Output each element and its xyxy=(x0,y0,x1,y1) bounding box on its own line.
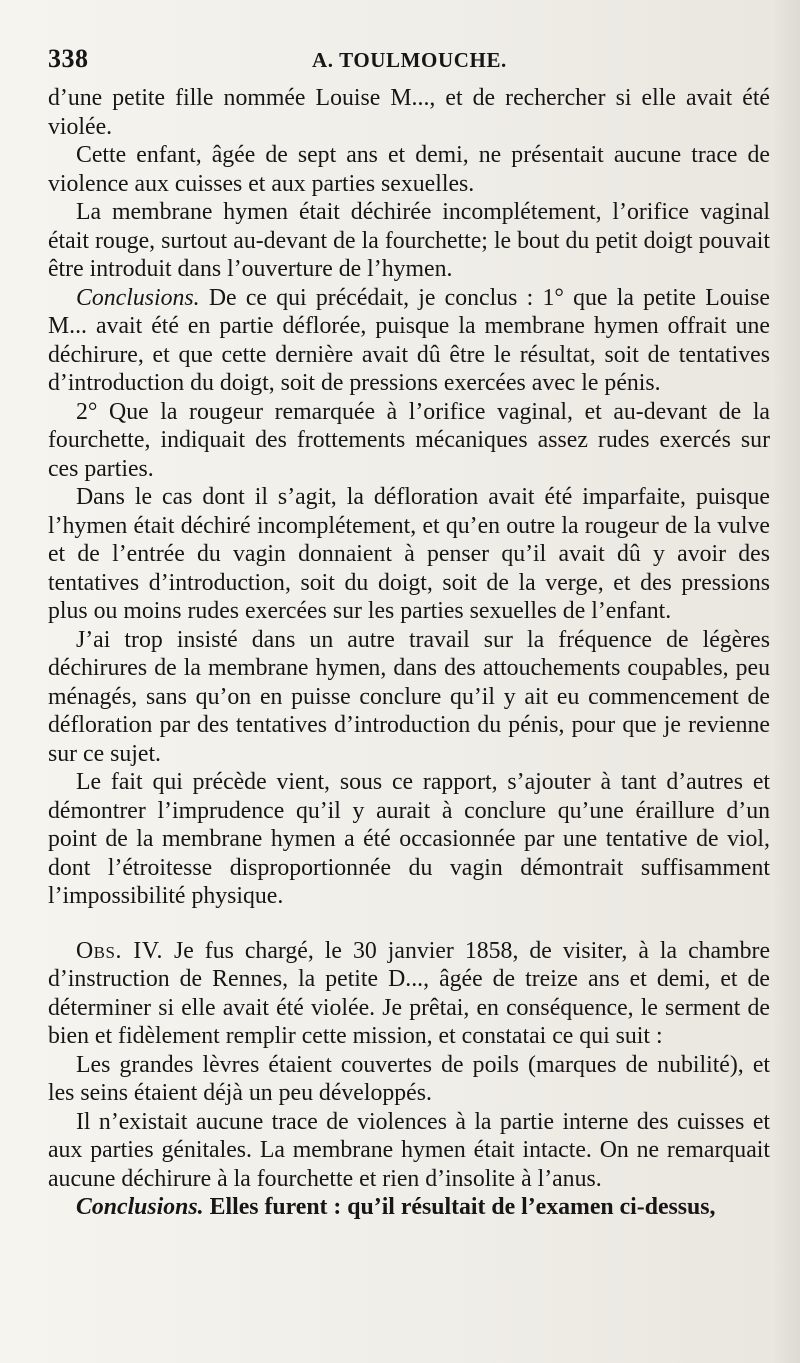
conclusions-label-2: Conclusions. xyxy=(76,1194,204,1220)
page-edge-shadow xyxy=(772,0,800,1363)
paragraph-8: Le fait qui précède vient, sous ce rapport, s’ajouter à tant d’autres et démontrer l’imprudence qu’il y aurait à conclure qu’une éraillure d’un point de la membrane hymen a été occasionnée par une tentative de viol, dont l’étroitesse disproportionnée du vagin démontrait suffisamment l’impossibilité physique. xyxy=(48,769,770,909)
paragraph-conclusions-2 xyxy=(48,1193,770,1222)
page-header xyxy=(48,40,770,84)
conclusions-label: Conclusions. xyxy=(76,284,200,311)
page-body xyxy=(48,84,770,1222)
running-head: A. TOULMOUCHE. xyxy=(312,48,507,72)
paragraph-10: Les grandes lèvres étaient couvertes de poils (marques de nubilité), et les seins étaient déjà un peu développés. xyxy=(48,1051,770,1106)
conclusions-text-2: Elles furent : qu’il résultait de l’examen ci-dessus, xyxy=(209,1194,716,1220)
observation-label: Obs. IV. xyxy=(76,937,163,964)
conclusions-text: De ce qui précédait, je conclus : 1° que la petite Louise M... avait été en partie déflorée, puisque la membrane hymen offrait une déchirure, et que cette dernière avait dû être le résultat, soit de tentatives d’introduction du doigt, soit de pressions exercées avec le pénis. xyxy=(48,284,770,396)
paragraph-6: Dans le cas dont il s’agit, la défloration avait été imparfaite, puisque l’hymen était déchiré incomplétement, et qu’en outre la rougeur de la vulve et de l’entrée du vagin donnaient à penser qu’il avait dû y avoir des tentatives d’introduction, soit du doigt, soit de la verge, et des pressions plus ou moins rudes exercées sur les parties sexuelles de l’enfant. xyxy=(48,484,770,624)
paragraph-conclusions xyxy=(48,284,770,398)
paragraph-5: 2° Que la rougeur remarquée à l’orifice vaginal, et au-devant de la fourchette, indiquait des frottements mécaniques assez rudes exercés sur ces parties. xyxy=(48,398,770,482)
paragraph-observation-iv xyxy=(48,937,770,1051)
paragraph-2: Cette enfant, âgée de sept ans et demi, ne présentait aucune trace de violence aux cuisses et aux parties sexuelles. xyxy=(48,142,770,197)
page-number: 338 xyxy=(48,44,89,73)
observation-text: Je fus chargé, le 30 janvier 1858, de visiter, à la chambre d’instruction de Rennes, la petite D..., âgée de treize ans et demi, et de déterminer si elle avait été violée. Je prêtai, en conséquence, le serment de bien et fidèlement remplir cette mission, et constatai ce qui suit : xyxy=(48,937,771,1049)
paragraph-11: Il n’existait aucune trace de violences à la partie interne des cuisses et aux parties génitales. La membrane hymen était intacte. On ne remarquait aucune déchirure à la fourchette et rien d’insolite à l’anus. xyxy=(48,1108,770,1192)
paragraph-3: La membrane hymen était déchirée incomplétement, l’orifice vaginal était rouge, surtout au-devant de la fourchette; le bout du petit doigt pouvait être introduit dans l’ouverture de l’hymen. xyxy=(48,199,770,282)
paragraph-7: J’ai trop insisté dans un autre travail sur la fréquence de légères déchirures de la membrane hymen, dans des attouchements coupables, peu ménagés, sans qu’on en puisse conclure qu’il y ait eu commencement de défloration par des tentatives d’introduction du pénis, pour que je revienne sur ce sujet. xyxy=(48,626,770,767)
paragraph-1: d’une petite fille nommée Louise M..., et de rechercher si elle avait été violée. xyxy=(48,85,770,140)
